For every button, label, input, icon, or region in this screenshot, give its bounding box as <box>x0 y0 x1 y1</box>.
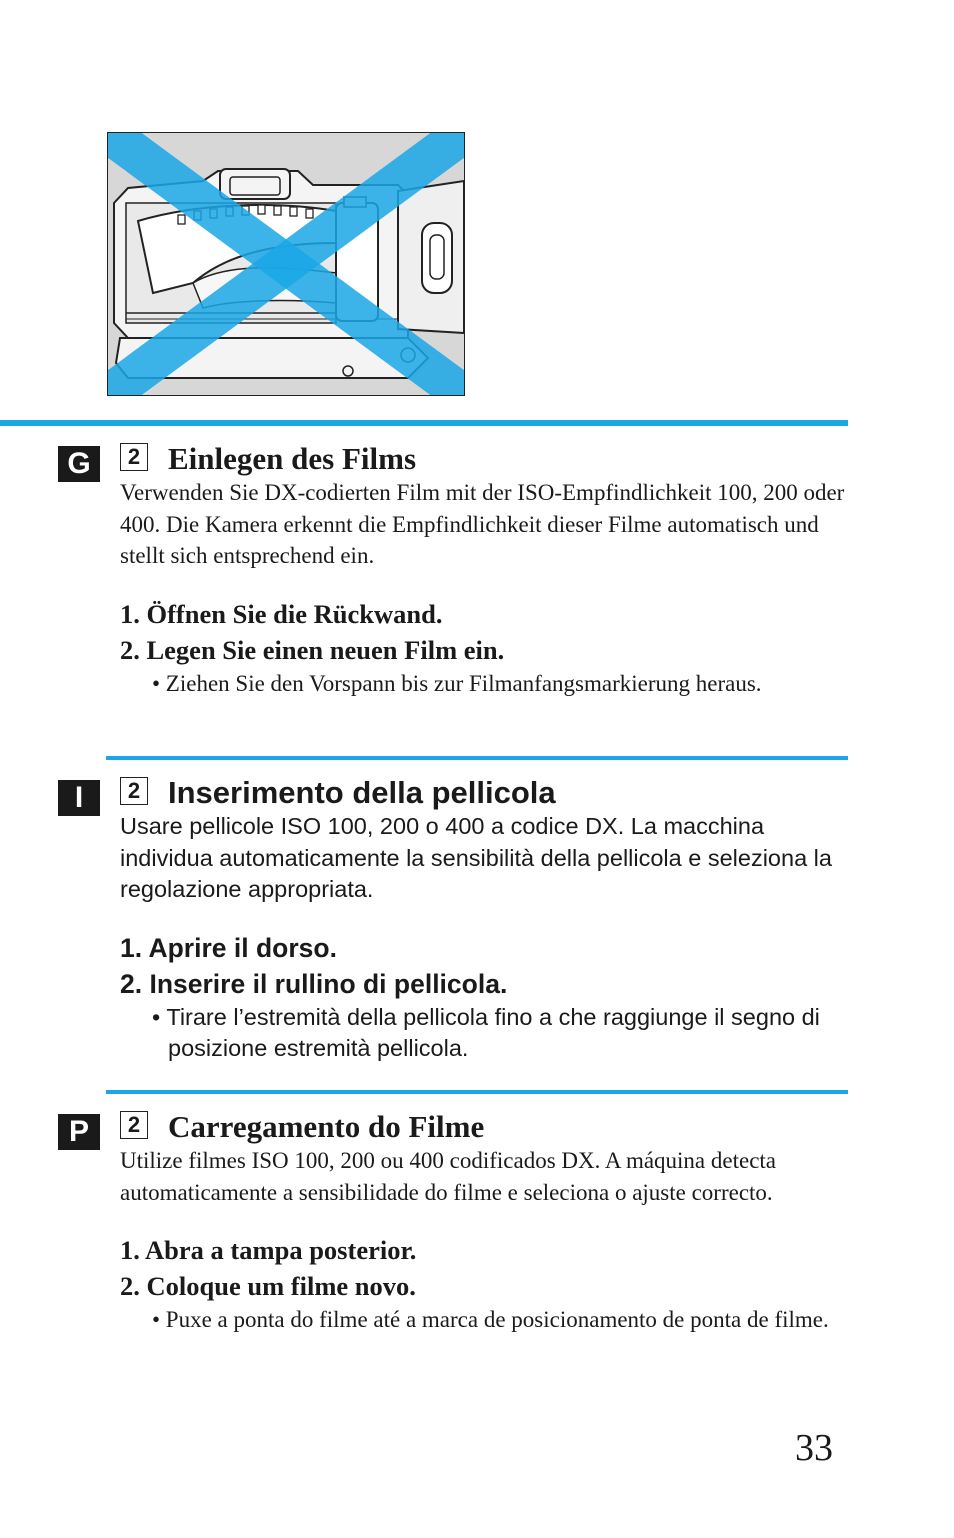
camera-film-loading-illustration <box>107 132 465 396</box>
step-number-box: 2 <box>120 1111 148 1139</box>
section-heading <box>120 775 850 811</box>
step-note: • Ziehen Sie den Vorspann bis zur Filmanfangsmarkierung heraus. <box>152 670 762 696</box>
step-number-box: 2 <box>120 777 148 805</box>
language-badge-portuguese: P <box>58 1114 100 1150</box>
section-title: Carregamento do Filme <box>168 1109 485 1144</box>
section-title: Einlegen des Films <box>168 441 417 476</box>
step-item: 2. Legen Sie einen neuen Film ein. <box>120 634 505 665</box>
step-item: 2. Coloque um filme novo. <box>120 1271 416 1301</box>
step-list <box>120 930 850 1002</box>
step-item: 1. Aprire il dorso. <box>120 932 337 963</box>
step-note: • Puxe a ponta do filme até a marca de posicionamento de ponta de filme. <box>152 1307 829 1332</box>
section-portuguese <box>120 1109 850 1336</box>
step-list <box>120 596 850 668</box>
section-intro: Verwenden Sie DX-codierten Film mit der ISO-Empfindlichkeit 100, 200 oder 400. Die Kamera erkennt die Empfindlichkeit dieser Filme automatisch und stellt sich entsprechend ein. <box>120 480 845 568</box>
step-item: 2. Inserire il rullino di pellicola. <box>120 968 508 999</box>
section-intro: Utilize filmes ISO 100, 200 ou 400 codificados DX. A máquina detecta automaticamente a sensibilidade do filme e seleciona o ajuste correcto. <box>120 1148 777 1205</box>
section-german <box>120 441 850 699</box>
language-badge-german: G <box>58 446 100 482</box>
section-heading <box>120 1109 850 1145</box>
step-number-box: 2 <box>120 443 148 471</box>
camera-film-loading-crossed-out-illustration <box>108 133 464 395</box>
step-item: 1. Öffnen Sie die Rückwand. <box>120 598 443 629</box>
step-note: • Tirare l’estremità della pellicola fino a che raggiunge il segno di posizione estremità pellicola. <box>152 1003 820 1061</box>
page-number: 33 <box>795 1427 833 1469</box>
section-heading <box>120 441 850 477</box>
step-list <box>120 1232 850 1304</box>
section-title: Inserimento della pellicola <box>168 775 556 810</box>
section-divider <box>106 1090 848 1094</box>
section-divider <box>106 756 848 760</box>
section-intro: Usare pellicole ISO 100, 200 o 400 a codice DX. La macchina individua automaticamente la sensibilità della pellicola e seleziona la regolazione appropriata. <box>120 813 832 902</box>
section-divider-top <box>0 420 848 426</box>
step-item: 1. Abra a tampa posterior. <box>120 1235 417 1265</box>
section-italian <box>120 775 850 1065</box>
language-badge-italian: I <box>58 780 100 816</box>
